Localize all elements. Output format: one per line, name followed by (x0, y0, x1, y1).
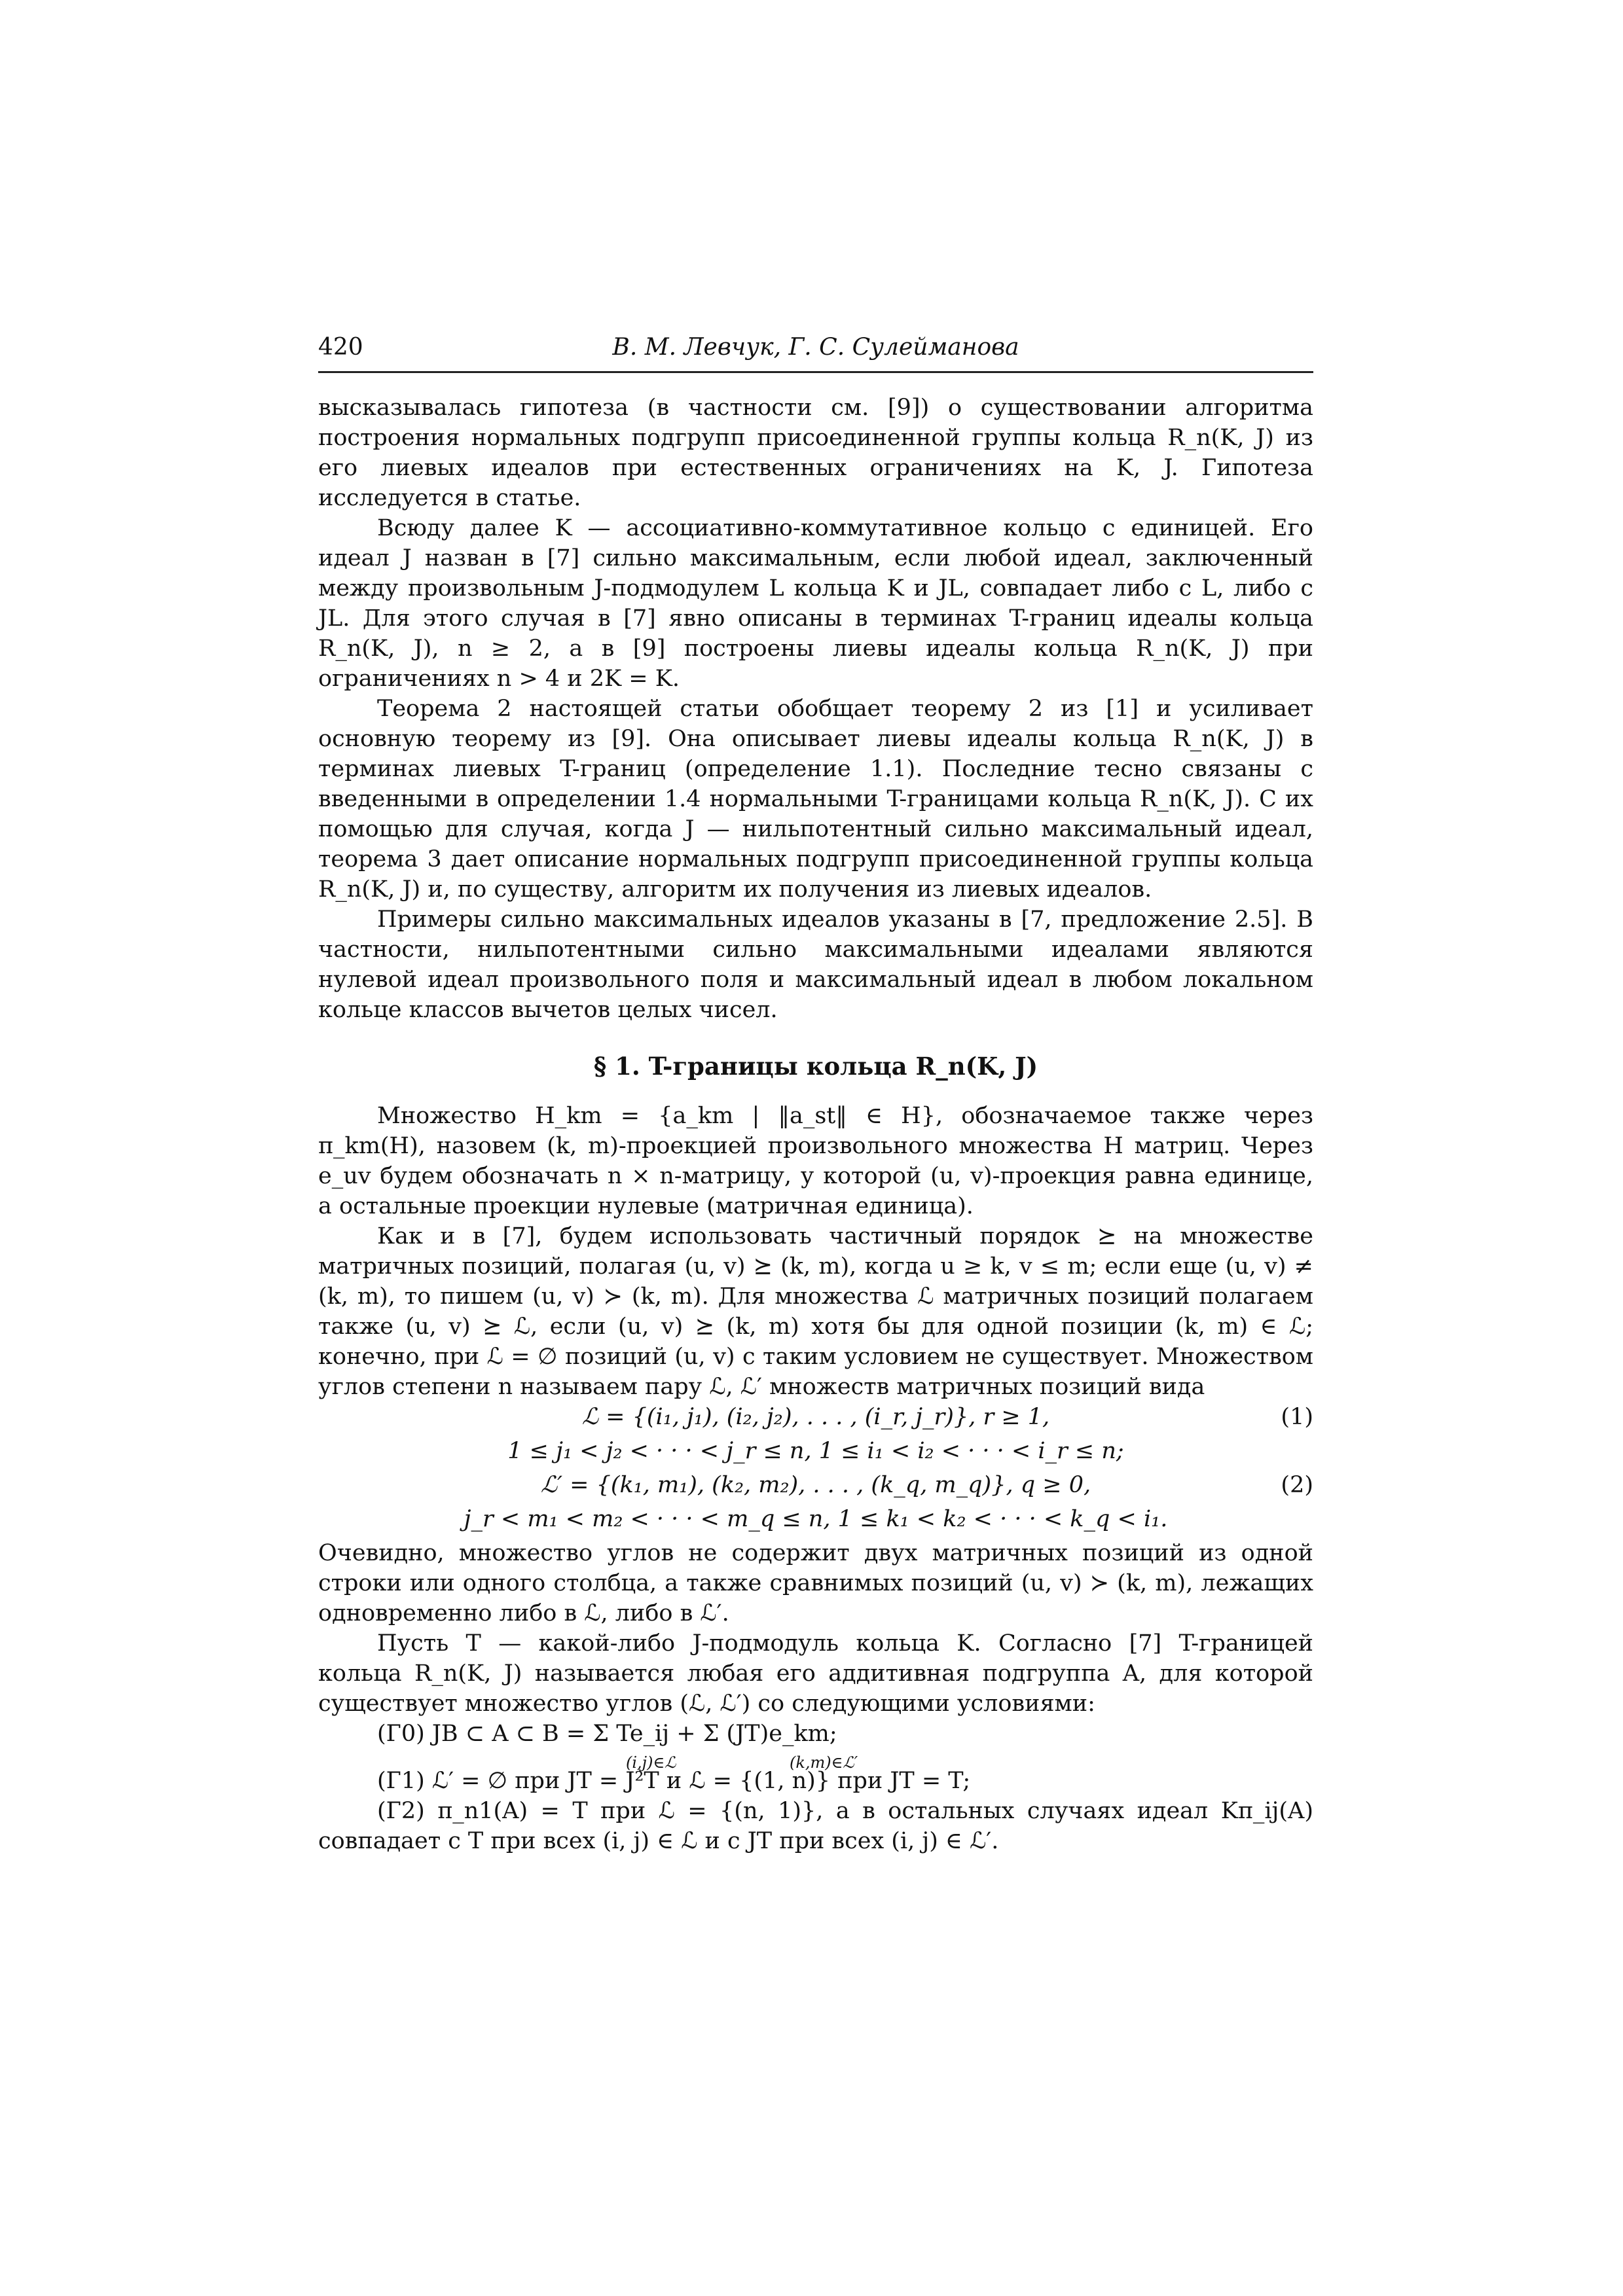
equation (318, 1504, 1313, 1538)
paragraph: Всюду далее K — ассоциативно-коммутативное кольцо с единицей. Его идеал J назван в [7] сильно максимальным, если любой идеал, заключенный между произвольным J-подмодулем L кольца K и JL, совпадает либо с L, либо с JL. Для этого случая в [7] явно описаны в терминах T-границ идеалы кольца R_n(K, J), n ≥ 2, а в [9] построены лиевы идеалы кольца R_n(K, J) при ограничениях n > 4 и 2K = K. (318, 515, 1313, 692)
page-header (318, 334, 1313, 373)
paragraph: высказывалась гипотеза (в частности см. [9]) о существовании алгоритма построения нормальных подгрупп присоединенной группы кольца R_n(K, J) из его лиевых идеалов при естественных ограничениях на K, J. Гипотеза исследуется в статье. (318, 395, 1313, 511)
paragraph: Пусть T — какой-либо J-подмодуль кольца K. Согласно [7] T-границей кольца R_n(K, J) называется любая его аддитивная подгруппа A, для которой существует множество углов (ℒ, ℒ′) со следующими условиями: (318, 1630, 1313, 1717)
paragraph: Как и в [7], будем использовать частичный порядок ⪰ на множестве матричных позиций, полагая (u, v) ⪰ (k, m), когда u ≥ k, v ≤ m; если еще (u, v) ≠ (k, m), то пишем (u, v) ≻ (k, m). Для множества ℒ матричных позиций полагаем также (u, v) ⪰ ℒ, если (u, v) ⪰ (k, m) хотя бы для одной позиции (k, m) ∈ ℒ; конечно, при ℒ = ∅ позиций (u, v) с таким условием не существует. Множеством углов степени n называем пару ℒ, ℒ′ множеств матричных позиций вида (318, 1223, 1313, 1400)
condition-g0 (318, 1719, 1313, 1772)
paragraph: Теорема 2 настоящей статьи обобщает теорему 2 из [1] и усиливает основную теорему из [9]. Она описывает лиевы идеалы кольца R_n(K, J) в терминах лиевых T-границ (определение 1.1). Последние тесно связаны с введенными в определении 1.4 нормальными T-границами кольца R_n(K, J). С их помощью для случая, когда J — нильпотентный сильно максимальный идеал, теорема 3 дает описание нормальных подгрупп присоединенной группы кольца R_n(K, J) и, по существу, алгоритм их получения из лиевых идеалов. (318, 696, 1313, 903)
condition-g0-text: (Г0) JB ⊂ A ⊂ B = Σ Te_ij + Σ (JT)e_km; (377, 1721, 837, 1747)
condition-g2: (Г2) π_n1(A) = T при ℒ = {(n, 1)}, а в остальных случаях идеал Kπ_ij(A) совпадает с T при всех (i, j) ∈ ℒ и с JT при всех (i, j) ∈ ℒ′. (318, 1798, 1313, 1854)
page-number: 420 (318, 334, 363, 361)
paragraph: Примеры сильно максимальных идеалов указаны в [7, предложение 2.5]. В частности, нильпотентными сильно максимальными идеалами являются нулевой идеал произвольного поля и максимальный идеал в любом локальном кольце классов вычетов целых чисел. (318, 906, 1313, 1023)
section-title: § 1. T-границы кольца R_n(K, J) (593, 1052, 1038, 1081)
equation (318, 1436, 1313, 1470)
header-rule (318, 371, 1313, 373)
paragraph: Множество H_km = {a_km | ‖a_st‖ ∈ H}, обозначаемое также через π_km(H), назовем (k, m)-проекцией произвольного множества H матриц. Через e_uv будем обозначать n × n-матрицу, у которой (u, v)-проекция равна единице, а остальные проекции нулевые (матричная единица). (318, 1103, 1313, 1219)
equation-body: j_r < m₁ < m₂ < · · · < m_q ≤ n, 1 ≤ k₁ < k₂ < · · · < k_q < i₁. (464, 1506, 1168, 1532)
equation-body: ℒ′ = {(k₁, m₁), (k₂, m₂), . . . , (k_q, m_q)}, q ≥ 0, (540, 1472, 1091, 1498)
running-title: В. М. Левчук, Г. С. Сулейманова (612, 334, 1019, 361)
sum-subscript: (i,j)∈ℒ (626, 1753, 676, 1772)
sum-subscript: (k,m)∈ℒ′ (790, 1753, 858, 1772)
paragraph: Очевидно, множество углов не содержит двух матричных позиций из одной строки или одного столбца, а также сравнимых позиций (u, v) ≻ (k, m), лежащих одновременно либо в ℒ, либо в ℒ′. (318, 1540, 1313, 1626)
equation-body: 1 ≤ j₁ < j₂ < · · · < j_r ≤ n, 1 ≤ i₁ < i₂ < · · · < i_r ≤ n; (507, 1438, 1124, 1464)
equation (318, 1470, 1313, 1504)
equation-number: (2) (1281, 1472, 1313, 1498)
equation (318, 1402, 1313, 1436)
body-text (318, 393, 1313, 1856)
equation-body: ℒ = {(i₁, j₁), (i₂, j₂), . . . , (i_r, j_r)}, r ≥ 1, (581, 1404, 1050, 1430)
equation-number: (1) (1281, 1404, 1313, 1430)
condition-g1: (Г1) ℒ′ = ∅ при JT = J²T и ℒ = {(1, n)} при JT = T; (377, 1768, 971, 1794)
